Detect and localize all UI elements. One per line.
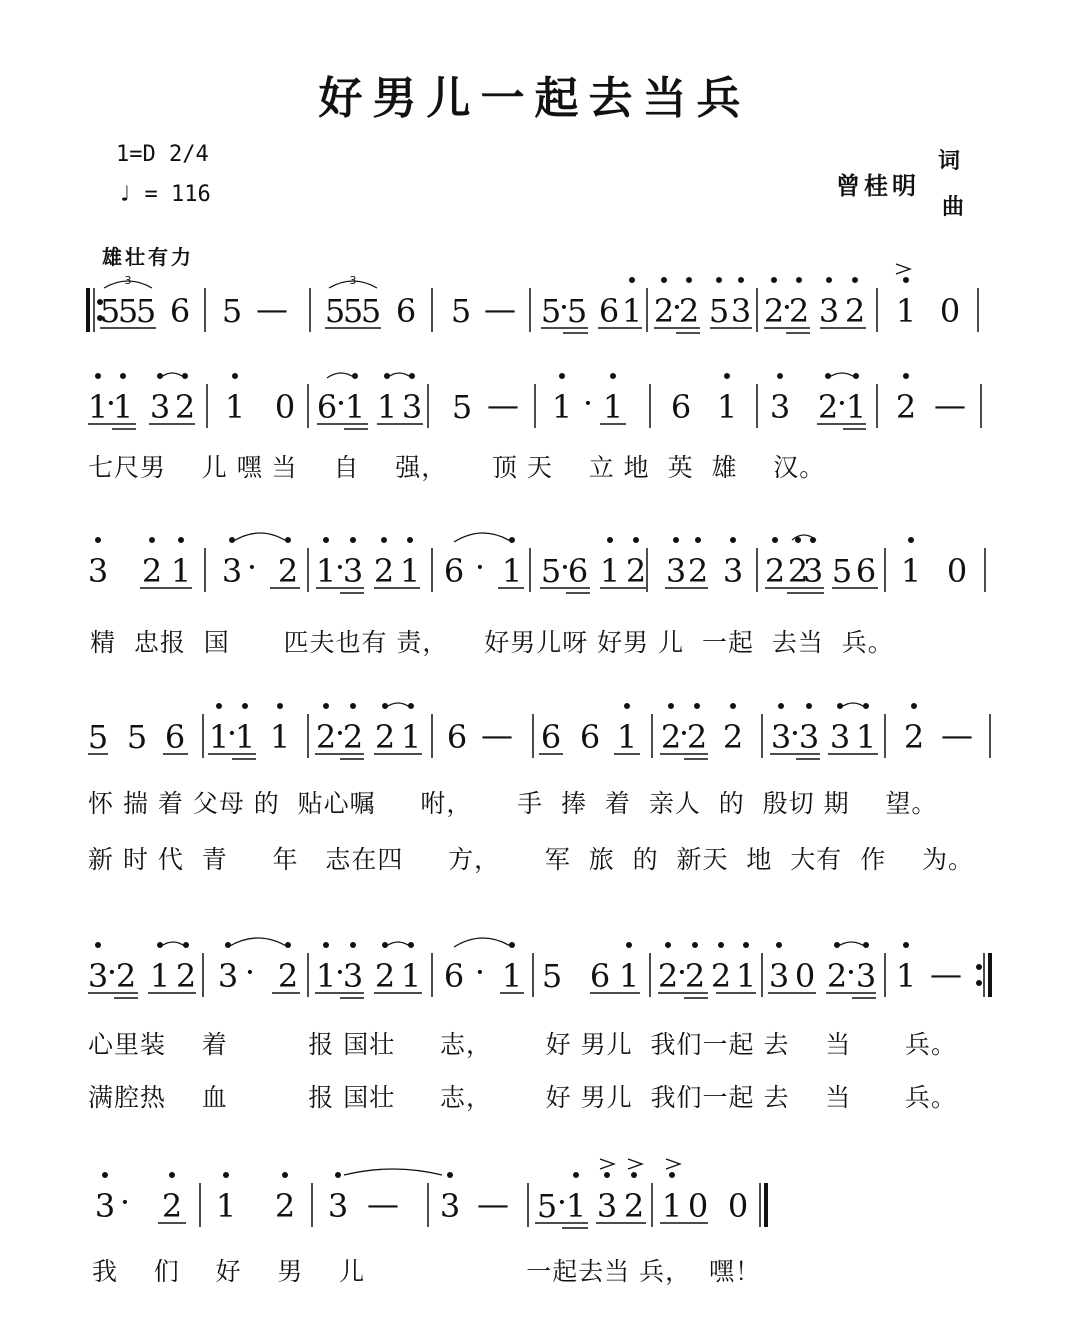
note: 1 — [855, 718, 877, 756]
note: 3 — [769, 388, 791, 426]
note: 1 — [621, 292, 643, 330]
note: 1 — [501, 957, 523, 995]
note: 1 — [87, 388, 109, 426]
note: · — [119, 1183, 131, 1221]
note: 1 — [399, 552, 421, 590]
note: 3 — [798, 718, 820, 756]
note: — — [487, 386, 519, 424]
note: 5 — [87, 718, 109, 756]
note: 5 — [540, 552, 562, 590]
note: · — [334, 548, 346, 586]
note: · — [558, 288, 570, 326]
note: 5 — [221, 292, 243, 330]
note: 3 — [829, 718, 851, 756]
note: 1 — [376, 388, 398, 426]
role-lyrics: 词 — [938, 149, 961, 174]
note: 1 — [170, 552, 192, 590]
note: 6 — [589, 957, 611, 995]
note: · — [781, 288, 793, 326]
note: 1 — [224, 388, 246, 426]
note: 5 — [342, 292, 364, 330]
note: 1 — [895, 957, 917, 995]
note: — — [930, 955, 962, 993]
note: · — [671, 288, 683, 326]
note: 1 — [400, 957, 422, 995]
note: 3 — [855, 957, 877, 995]
note: — — [484, 290, 516, 328]
note: 2 — [764, 552, 786, 590]
note: 2 — [687, 552, 709, 590]
note: 2 — [686, 718, 708, 756]
note: 2 — [161, 1187, 183, 1225]
note: 1 — [599, 552, 621, 590]
note: 1 — [215, 1187, 237, 1225]
note: 1 — [315, 552, 337, 590]
note: 6 — [855, 552, 877, 590]
note: 3 — [596, 1187, 618, 1225]
note: 2 — [763, 292, 785, 330]
note: 5 — [831, 552, 853, 590]
lyric-line: 我 们 好 男 儿 一起去当 兵， 嘿！ — [92, 1257, 762, 1286]
note: 2 — [722, 718, 744, 756]
note: 2 — [660, 718, 682, 756]
note: 2 — [903, 718, 925, 756]
lyric-line: 怀 揣 着 父母 的 贴心嘱 咐， 手 捧 着 亲人 的 殷切 期 望。 — [88, 789, 938, 818]
note: 5 — [708, 292, 730, 330]
note: 2 — [653, 292, 675, 330]
song-title: 好男儿一起去当兵 — [318, 73, 751, 124]
note: 2 — [374, 718, 396, 756]
note: 3 — [221, 552, 243, 590]
note: 3 — [342, 957, 364, 995]
note: 2 — [174, 388, 196, 426]
note: 2 — [625, 552, 647, 590]
note: 3 — [439, 1187, 461, 1225]
note: 2 — [274, 1187, 296, 1225]
note: · — [678, 714, 690, 752]
note: 0 — [794, 957, 816, 995]
note: 1 — [208, 718, 230, 756]
note: 1 — [234, 718, 256, 756]
note: 2 — [826, 957, 848, 995]
note: 1 — [112, 388, 134, 426]
note: 3 — [401, 388, 423, 426]
note: · — [559, 548, 571, 586]
note: 1 — [618, 957, 640, 995]
note: 3 — [770, 718, 792, 756]
lyric-line: 满腔热 血 报 国壮 志， 好 男儿 我们一起 去 当 兵。 — [88, 1083, 957, 1112]
note: — — [481, 716, 513, 754]
note: · — [334, 953, 346, 991]
note: · — [676, 953, 688, 991]
note: · — [335, 384, 347, 422]
note: 3 — [327, 1187, 349, 1225]
note: 2 — [623, 1187, 645, 1225]
note: · — [334, 714, 346, 752]
note: 2 — [817, 388, 839, 426]
note: 2 — [684, 957, 706, 995]
note: — — [256, 290, 288, 328]
note: 5 — [135, 292, 157, 330]
note: 6 — [316, 388, 338, 426]
staff-row-6 — [0, 1155, 1069, 1255]
note: · — [582, 384, 594, 422]
note: 2 — [895, 388, 917, 426]
note: 1 — [845, 388, 867, 426]
note: 3 — [722, 552, 744, 590]
note: 1 — [616, 718, 638, 756]
note: 5 — [360, 292, 382, 330]
note: · — [244, 953, 256, 991]
note: 3 — [149, 388, 171, 426]
note: · — [474, 548, 486, 586]
note: 1 — [900, 552, 922, 590]
staff-row-2 — [0, 356, 1069, 456]
note: 3 — [818, 292, 840, 330]
note: 1 — [315, 957, 337, 995]
lyric-line: 心里装 着 报 国壮 志， 好 男儿 我们一起 去 当 兵。 — [88, 1030, 957, 1059]
note: 1 — [501, 552, 523, 590]
note: · — [474, 953, 486, 991]
tempo-marking: ♩ = 116 — [118, 182, 211, 207]
note: 5 — [536, 1187, 558, 1225]
note: 2 — [115, 957, 137, 995]
note: 2 — [710, 957, 732, 995]
staff-row-1 — [0, 260, 1069, 360]
note: 1 — [344, 388, 366, 426]
note: 5 — [541, 957, 563, 995]
note: 6 — [446, 718, 468, 756]
note: 3 — [87, 552, 109, 590]
note: 0 — [939, 292, 961, 330]
note: 6 — [443, 957, 465, 995]
note: 3 — [730, 292, 752, 330]
note: 6 — [670, 388, 692, 426]
staff-row-3 — [0, 520, 1069, 620]
note: 1 — [565, 1187, 587, 1225]
note: — — [934, 386, 966, 424]
note: 5 — [566, 292, 588, 330]
note: 1 — [716, 388, 738, 426]
note: 1 — [269, 718, 291, 756]
note: 3 — [768, 957, 790, 995]
note: 2 — [844, 292, 866, 330]
note: 1 — [661, 1187, 683, 1225]
note: 2 — [657, 957, 679, 995]
note: 6 — [395, 292, 417, 330]
note: 6 — [579, 718, 601, 756]
note: 2 — [342, 718, 364, 756]
note: 0 — [687, 1187, 709, 1225]
note: 2 — [788, 292, 810, 330]
note: 2 — [374, 957, 396, 995]
note: 6 — [164, 718, 186, 756]
note: — — [477, 1185, 509, 1223]
composer-name: 曾桂明 — [836, 172, 920, 200]
triplet-mark: 3 — [349, 274, 357, 287]
note: 3 — [87, 957, 109, 995]
note: 5 — [324, 292, 346, 330]
note: 5 — [450, 292, 472, 330]
staff-row-5 — [0, 925, 1069, 1025]
note: 3 — [802, 552, 824, 590]
lyric-line: 精 忠报 国 匹夫也有 责， 好男儿呀 好男 儿 一起 去当 兵。 — [90, 628, 894, 657]
note: 2 — [678, 292, 700, 330]
note: 1 — [735, 957, 757, 995]
note: 1 — [149, 957, 171, 995]
note: · — [226, 714, 238, 752]
note: 3 — [217, 957, 239, 995]
staff-row-4 — [0, 686, 1069, 786]
note: 0 — [274, 388, 296, 426]
note: 5 — [540, 292, 562, 330]
note: · — [556, 1183, 568, 1221]
expression-marking: 雄壮有力 — [102, 245, 194, 269]
note: 0 — [727, 1187, 749, 1225]
note: 1 — [551, 388, 573, 426]
note: — — [941, 716, 973, 754]
note: 1 — [400, 718, 422, 756]
note: 5 — [99, 292, 121, 330]
note: — — [367, 1185, 399, 1223]
note: 2 — [141, 552, 163, 590]
note: 1 — [602, 388, 624, 426]
note: 3 — [94, 1187, 116, 1225]
note: 5 — [117, 292, 139, 330]
note: · — [836, 384, 848, 422]
note: 2 — [277, 552, 299, 590]
note: · — [105, 384, 117, 422]
note: · — [845, 953, 857, 991]
note: 2 — [373, 552, 395, 590]
note: 5 — [126, 718, 148, 756]
key-time-signature: 1=D 2/4 — [116, 142, 209, 167]
note: 2 — [315, 718, 337, 756]
lyric-line: 七尺男 儿 嘿 当 自 强， 顶 天 立 地 英 雄 汉。 — [88, 453, 826, 482]
note: 6 — [169, 292, 191, 330]
note: 2 — [277, 957, 299, 995]
note: 2 — [787, 552, 809, 590]
note: · — [246, 548, 258, 586]
note: · — [106, 953, 118, 991]
note: 2 — [175, 957, 197, 995]
note: 6 — [567, 552, 589, 590]
note: 5 — [451, 388, 473, 426]
lyric-line: 新 时 代 青 年 志在四 方， 军 旅 的 新天 地 大有 作 为。 — [88, 845, 974, 874]
note: 1 — [895, 292, 917, 330]
note: 6 — [598, 292, 620, 330]
note: 6 — [540, 718, 562, 756]
note: 6 — [443, 552, 465, 590]
note: 0 — [946, 552, 968, 590]
triplet-mark: 3 — [124, 274, 132, 287]
note: · — [789, 714, 801, 752]
note: 3 — [665, 552, 687, 590]
role-music: 曲 — [942, 195, 965, 220]
note: 3 — [342, 552, 364, 590]
